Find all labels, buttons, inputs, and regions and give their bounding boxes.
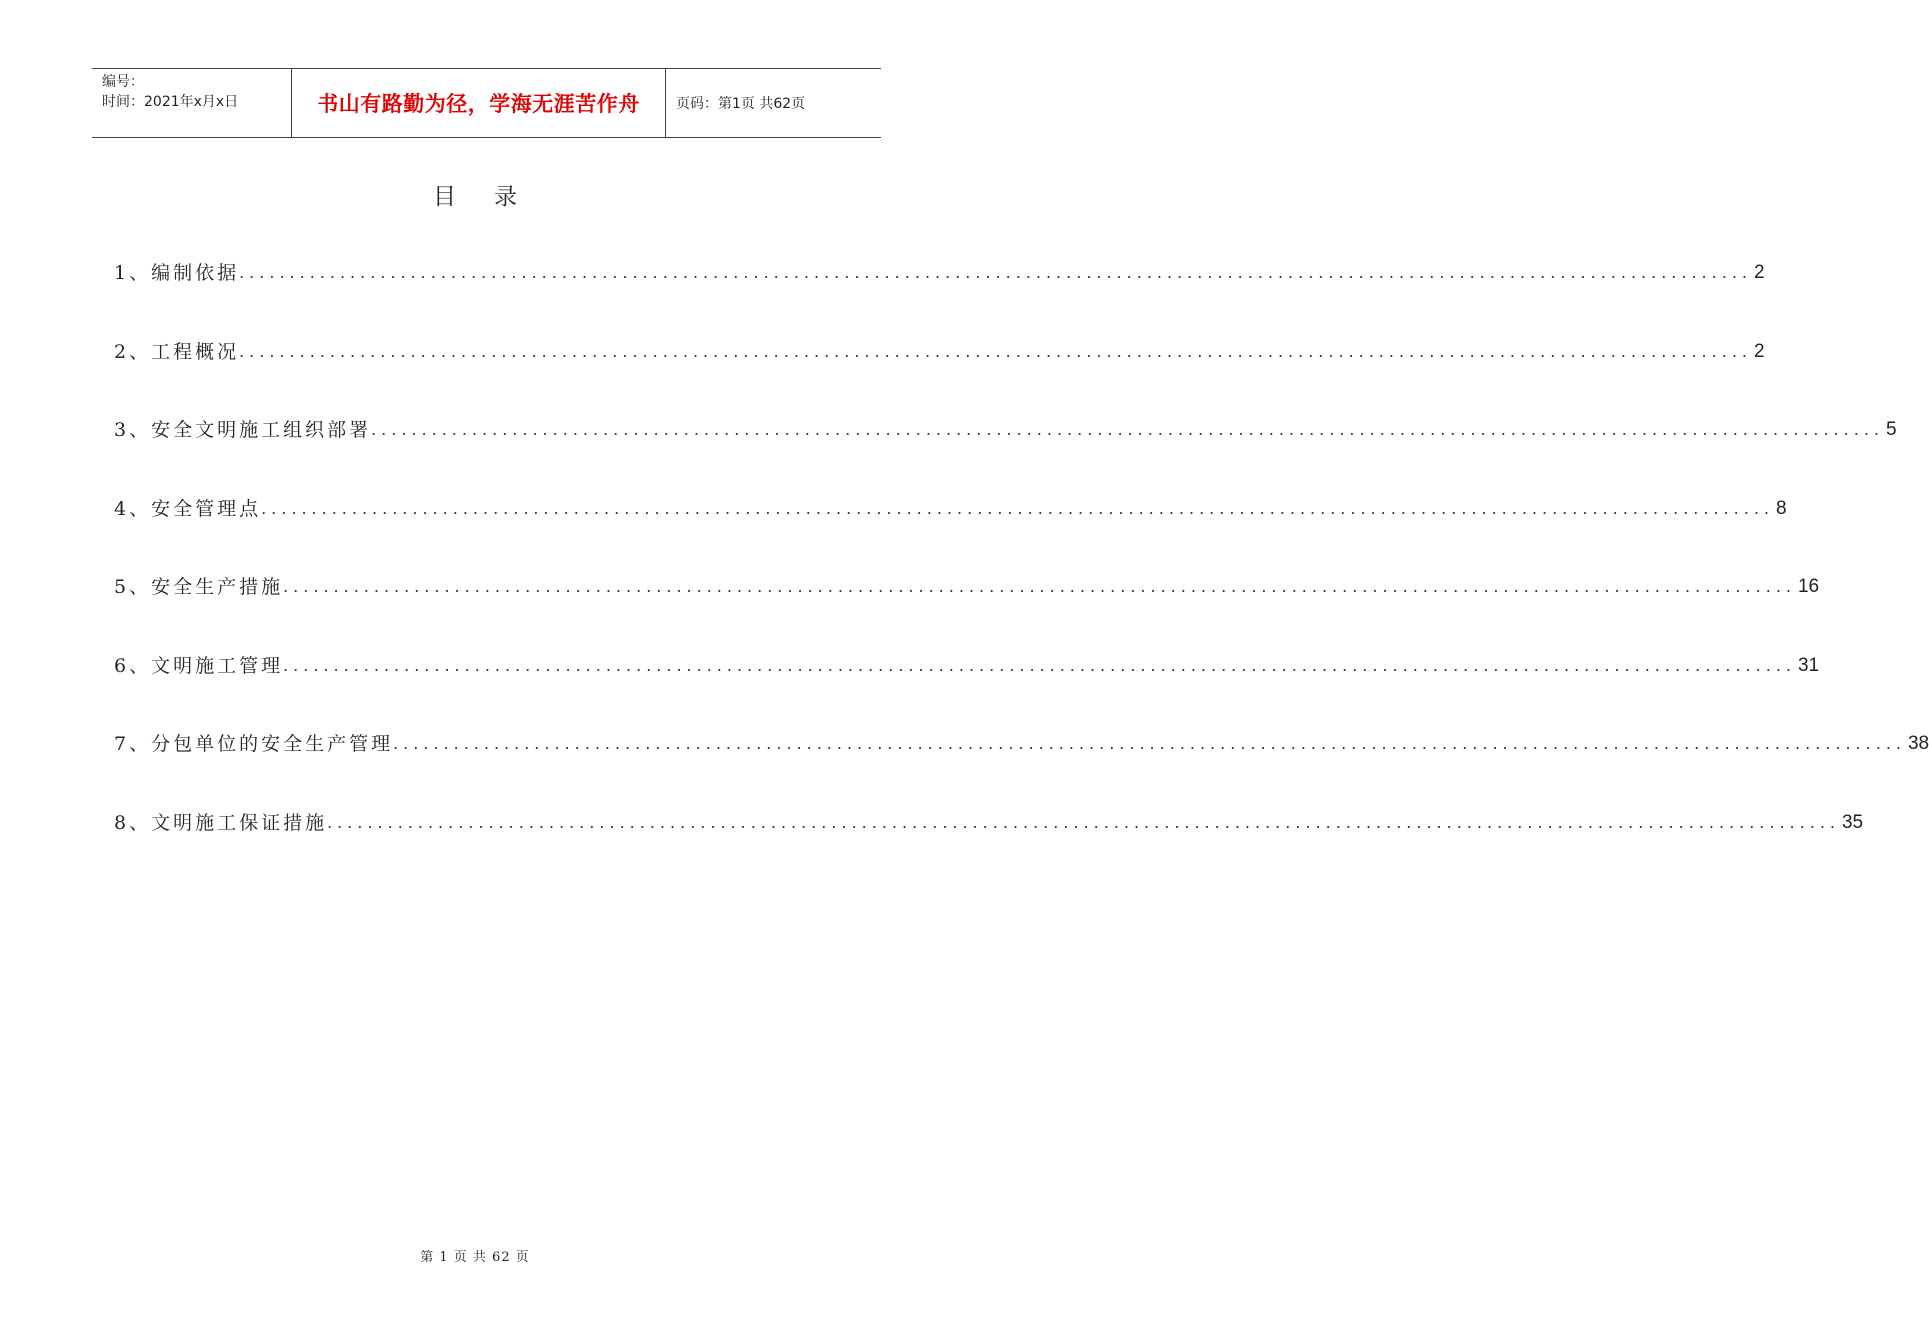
page-footer: 第 1 页 共 62 页 — [420, 1250, 530, 1265]
toc-entry[interactable] — [114, 258, 1765, 337]
toc-entry-label: 6、文明施工管理 — [114, 654, 284, 677]
page-header — [92, 68, 881, 138]
toc-entry-label: 4、安全管理点 — [114, 497, 262, 520]
toc-leader-dots: ...................................................................................................................................................... — [283, 655, 1796, 675]
toc-leader-dots: ...................................................................................................................................................... — [239, 263, 1752, 282]
document-number-label: 编号： — [102, 74, 144, 90]
toc-leader-dots: ...................................................................................................................................................... — [261, 498, 1774, 518]
toc-entry-page: 31 — [1797, 654, 1820, 676]
header-motto: 书山有路勤为径，学海无涯苦作舟 — [292, 69, 666, 137]
toc-entry-page: 2 — [1753, 262, 1765, 283]
toc-entry-label: 2、工程概况 — [114, 340, 240, 363]
header-page-info: 页码：第1页 共62页 — [676, 96, 806, 112]
toc-entry[interactable] — [114, 415, 1897, 494]
toc-entry-label: 3、安全文明施工组织部署 — [114, 419, 372, 441]
toc-entry[interactable] — [114, 337, 1765, 416]
document-date: 时间：2021年x月x日 — [102, 94, 239, 110]
toc-entry[interactable] — [114, 729, 1929, 808]
toc-leader-dots: ...................................................................................................................................................... — [327, 812, 1840, 832]
toc-entry-label: 5、安全生产措施 — [114, 576, 284, 598]
toc-entry-page: 38 — [1907, 733, 1929, 754]
toc-entry-page: 8 — [1775, 497, 1787, 519]
toc-entry[interactable] — [114, 651, 1820, 730]
toc-entry[interactable] — [114, 808, 1864, 887]
toc-entry-page: 35 — [1841, 811, 1864, 833]
toc-entry[interactable] — [114, 494, 1787, 573]
toc-entry-page: 5 — [1885, 419, 1897, 440]
toc-leader-dots: ...................................................................................................................................................... — [371, 420, 1884, 439]
toc-entry-label: 7、分包单位的安全生产管理 — [114, 733, 394, 755]
toc-entry-label: 8、文明施工保证措施 — [114, 811, 328, 834]
table-of-contents — [114, 258, 1929, 886]
toc-entry[interactable] — [114, 572, 1820, 651]
toc-leader-dots: ...................................................................................................................................................... — [283, 577, 1796, 596]
toc-title: 目录 — [433, 184, 555, 210]
toc-entry-label: 1、编制依据 — [114, 262, 240, 284]
toc-leader-dots: ...................................................................................................................................................... — [239, 341, 1752, 361]
toc-leader-dots: ...................................................................................................................................................... — [393, 734, 1906, 753]
header-meta — [92, 69, 292, 137]
toc-entry-page: 2 — [1753, 340, 1765, 362]
toc-entry-page: 16 — [1797, 576, 1820, 597]
